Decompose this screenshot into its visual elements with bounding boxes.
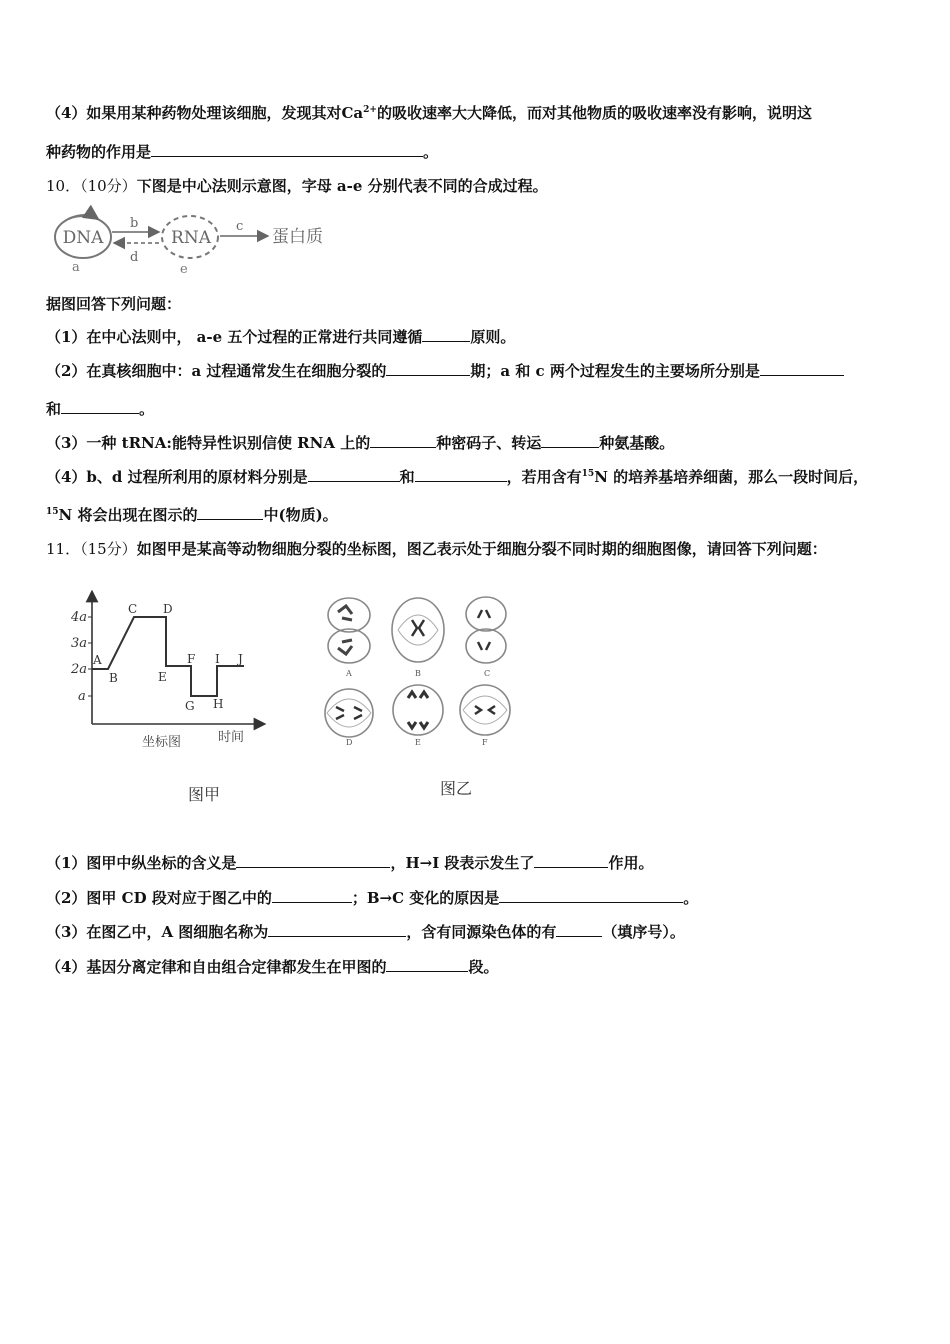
point-d: D <box>163 602 173 616</box>
q11-part1: （1）图甲中纵坐标的含义是 ，H→I 段表示发生了 作用。 <box>46 854 654 872</box>
answer-blank[interactable] <box>415 467 507 482</box>
answer-blank[interactable] <box>308 467 400 482</box>
point-a: A <box>93 653 102 667</box>
point-b: B <box>109 671 118 685</box>
point-f: F <box>187 652 196 666</box>
point-g: G <box>185 699 195 713</box>
answer-blank[interactable] <box>272 888 352 903</box>
answer-blank[interactable] <box>197 505 263 520</box>
answer-blank[interactable] <box>556 922 602 937</box>
answer-blank[interactable] <box>541 433 599 448</box>
cell-c-label: C <box>484 669 491 678</box>
point-i: I <box>215 652 220 666</box>
answer-blank[interactable] <box>422 327 470 342</box>
cell-b-label: B <box>415 669 421 678</box>
answer-blank[interactable] <box>760 361 844 376</box>
point-c: C <box>128 602 138 616</box>
figure-jia-caption: 图甲 <box>188 785 221 804</box>
cell-a-label: A <box>346 669 352 678</box>
cell-b <box>392 598 444 678</box>
cell-a <box>328 598 370 678</box>
rna-label: RNA <box>171 228 211 248</box>
central-dogma-diagram <box>46 205 346 277</box>
dna-label: DNA <box>62 228 104 248</box>
protein-label: 蛋白质 <box>272 227 323 247</box>
cell-c <box>466 597 506 678</box>
process-c-label: c <box>236 219 244 234</box>
process-a-label: a <box>72 260 80 275</box>
q11-part2: （2）图甲 CD 段对应于图乙中的 ；B→C 变化的原因是 。 <box>46 889 699 907</box>
y-tick-a: a <box>78 689 86 704</box>
graph-inner-label: 坐标图 <box>142 735 182 750</box>
answer-blank[interactable] <box>499 888 683 903</box>
q10-part2-line2: 和 。 <box>46 400 155 418</box>
x-axis-label: 时间 <box>218 730 245 745</box>
cell-d-label: D <box>346 738 353 747</box>
point-j: J <box>238 652 243 666</box>
y-tick-2a: 2a <box>71 662 88 677</box>
q9-part4-line2: 种药物的作用是 。 <box>46 143 439 161</box>
process-b-label: b <box>130 216 139 231</box>
process-d-label: d <box>130 250 139 265</box>
answer-blank[interactable] <box>534 853 608 868</box>
answer-blank[interactable] <box>151 142 423 157</box>
figure-yi-caption: 图乙 <box>440 779 473 798</box>
q11-part3: （3）在图乙中，A 图细胞名称为 ，含有同源染色体的有 （填序号）。 <box>46 923 685 941</box>
answer-blank[interactable] <box>268 922 406 937</box>
q10-part2-line1: （2）在真核细胞中：a 过程通常发生在细胞分裂的 期；a 和 c 两个过程发生的主要场所分别是 <box>46 360 844 381</box>
answer-blank[interactable] <box>370 433 436 448</box>
process-e-label: e <box>180 262 188 277</box>
answer-blank[interactable] <box>386 957 468 972</box>
answer-blank[interactable] <box>236 853 390 868</box>
point-h: H <box>213 697 224 711</box>
q11-part4: （4）基因分离定律和自由组合定律都发生在甲图的 段。 <box>46 958 499 976</box>
y-tick-3a: 3a <box>71 636 88 651</box>
figure-yi-cells <box>318 590 528 805</box>
q10-part3: （3）一种 tRNA:能特异性识别信使 RNA 上的 种密码子、转运 种氨基酸。 <box>46 434 675 452</box>
answer-blank[interactable] <box>61 399 139 414</box>
figure-jia-graph <box>60 590 280 815</box>
q11-header: 11．（15分）如图甲是某高等动物细胞分裂的坐标图，图乙表示处于细胞分裂不同时期的细胞图像，请回答下列问题： <box>46 540 827 558</box>
cell-e <box>393 685 443 747</box>
q10-part4-line1: （4）b、d 过程所利用的原材料分别是 和 ，若用含有$^{15}$N 的培养基培养细菌，那么一段时间后， <box>46 468 869 486</box>
cell-f-label: F <box>482 738 488 747</box>
answer-blank[interactable] <box>386 361 470 376</box>
cell-d <box>325 689 373 747</box>
q9-part4-line1: （4）如果用某种药物处理该细胞，发现其对$Ca^{2+}$的吸收速率大大降低，而对其他物质的吸收速率没有影响，说明这 <box>46 104 812 122</box>
cell-e-label: E <box>415 738 421 747</box>
cell-f <box>460 685 510 747</box>
q10-prompt: 据图回答下列问题： <box>46 295 182 313</box>
y-tick-4a: 4a <box>71 610 88 625</box>
point-e: E <box>158 670 167 684</box>
q10-part4-line2: $^{15}$N 将会出现在图示的 中(物质)。 <box>46 506 338 524</box>
q10-part1: （1）在中心法则中， a-e 五个过程的正常进行共同遵循 原则。 <box>46 328 516 346</box>
q10-header: 10．（10分）下图是中心法则示意图，字母 a-e 分别代表不同的合成过程。 <box>46 177 548 195</box>
